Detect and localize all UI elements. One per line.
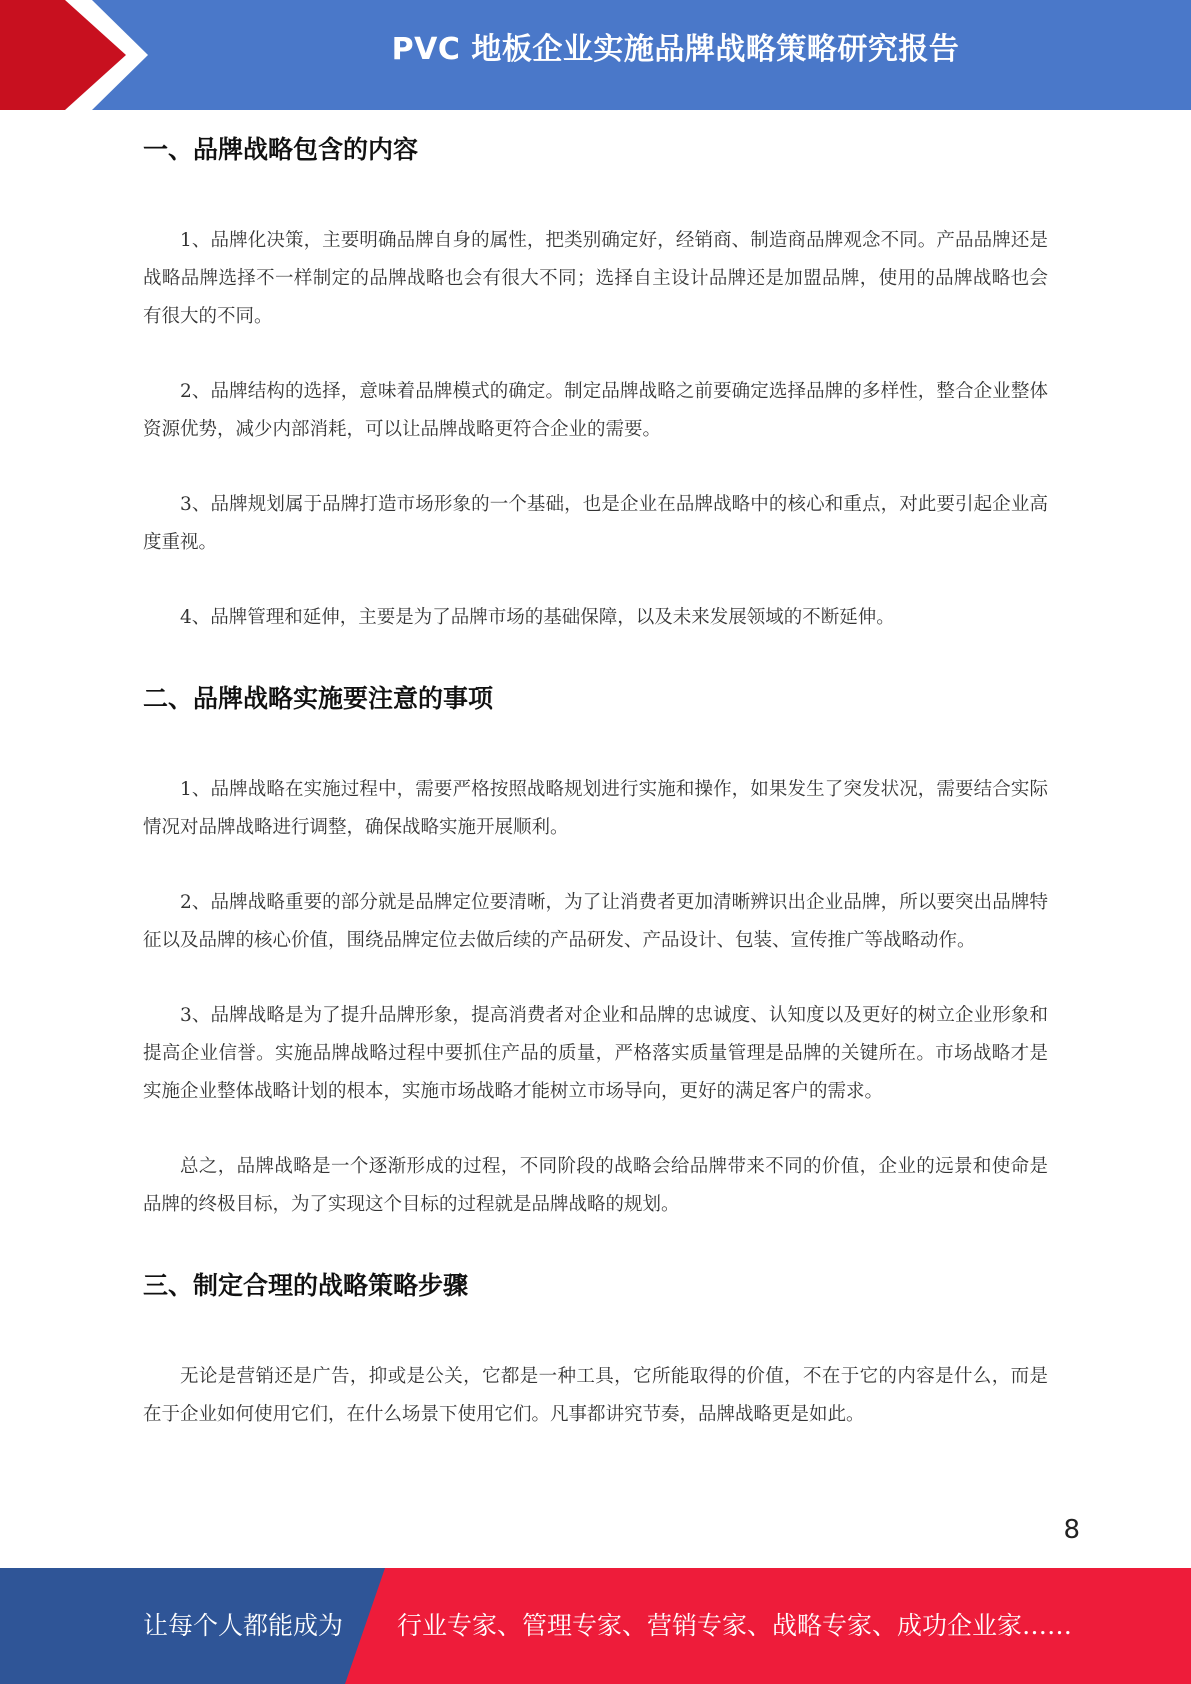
paragraph: 1、品牌战略在实施过程中，需要严格按照战略规划进行实施和操作，如果发生了突发状况，需要结合实际情况对品牌战略进行调整，确保战略实施开展顺利。 <box>143 779 1048 838</box>
paragraph: 无论是营销还是广告，抑或是公关，它都是一种工具，它所能取得的价值，不在于它的内容是什么，而是在于企业如何使用它们，在什么场景下使用它们。凡事都讲究节奏，品牌战略更是如此。 <box>143 1366 1048 1425</box>
header-banner <box>0 0 1191 110</box>
footer-slogan-left: 让每个人都能成为 <box>143 1611 344 1640</box>
header-arrow-decoration <box>0 0 160 110</box>
paragraph: 总之，品牌战略是一个逐渐形成的过程，不同阶段的战略会给品牌带来不同的价值，企业的远景和使命是品牌的终极目标，为了实现这个目标的过程就是品牌战略的规划。 <box>143 1156 1048 1215</box>
section-heading: 一、品牌战略包含的内容 <box>143 135 419 164</box>
paragraph: 4、品牌管理和延伸，主要是为了品牌市场的基础保障，以及未来发展领域的不断延伸。 <box>180 607 895 628</box>
paragraph: 3、品牌规划属于品牌打造市场形象的一个基础，也是企业在品牌战略中的核心和重点，对此要引起企业高度重视。 <box>143 494 1048 553</box>
paragraph: 3、品牌战略是为了提升品牌形象，提高消费者对企业和品牌的忠诚度、认知度以及更好的树立企业形象和提高企业信誉。实施品牌战略过程中要抓住产品的质量，严格落实质量管理是品牌的关键所在。市场战略才是实施企业整体战略计划的根本，实施市场战略才能树立市场导向，更好的满足客户的需求。 <box>143 1005 1048 1102</box>
paragraph: 1、品牌化决策，主要明确品牌自身的属性，把类别确定好，经销商、制造商品牌观念不同。产品品牌还是战略品牌选择不一样制定的品牌战略也会有很大不同；选择自主设计品牌还是加盟品牌，使用的品牌战略也会有很大的不同。 <box>143 230 1048 327</box>
section-heading: 二、品牌战略实施要注意的事项 <box>143 684 494 713</box>
document-body <box>143 118 1048 1434</box>
footer-slogan-right: 行业专家、管理专家、营销专家、战略专家、成功企业家…… <box>397 1611 1073 1640</box>
page-number: 8 <box>1063 1515 1080 1545</box>
footer-banner <box>0 1568 1191 1684</box>
document-title: PVC 地板企业实施品牌战略策略研究报告 <box>391 32 960 67</box>
section-heading: 三、制定合理的战略策略步骤 <box>143 1271 469 1300</box>
paragraph: 2、品牌结构的选择，意味着品牌模式的确定。制定品牌战略之前要确定选择品牌的多样性，整合企业整体资源优势，减少内部消耗，可以让品牌战略更符合企业的需要。 <box>143 381 1048 440</box>
paragraph: 2、品牌战略重要的部分就是品牌定位要清晰，为了让消费者更加清晰辨识出企业品牌，所以要突出品牌特征以及品牌的核心价值，围绕品牌定位去做后续的产品研发、产品设计、包装、宣传推广等战略动作。 <box>143 892 1048 951</box>
